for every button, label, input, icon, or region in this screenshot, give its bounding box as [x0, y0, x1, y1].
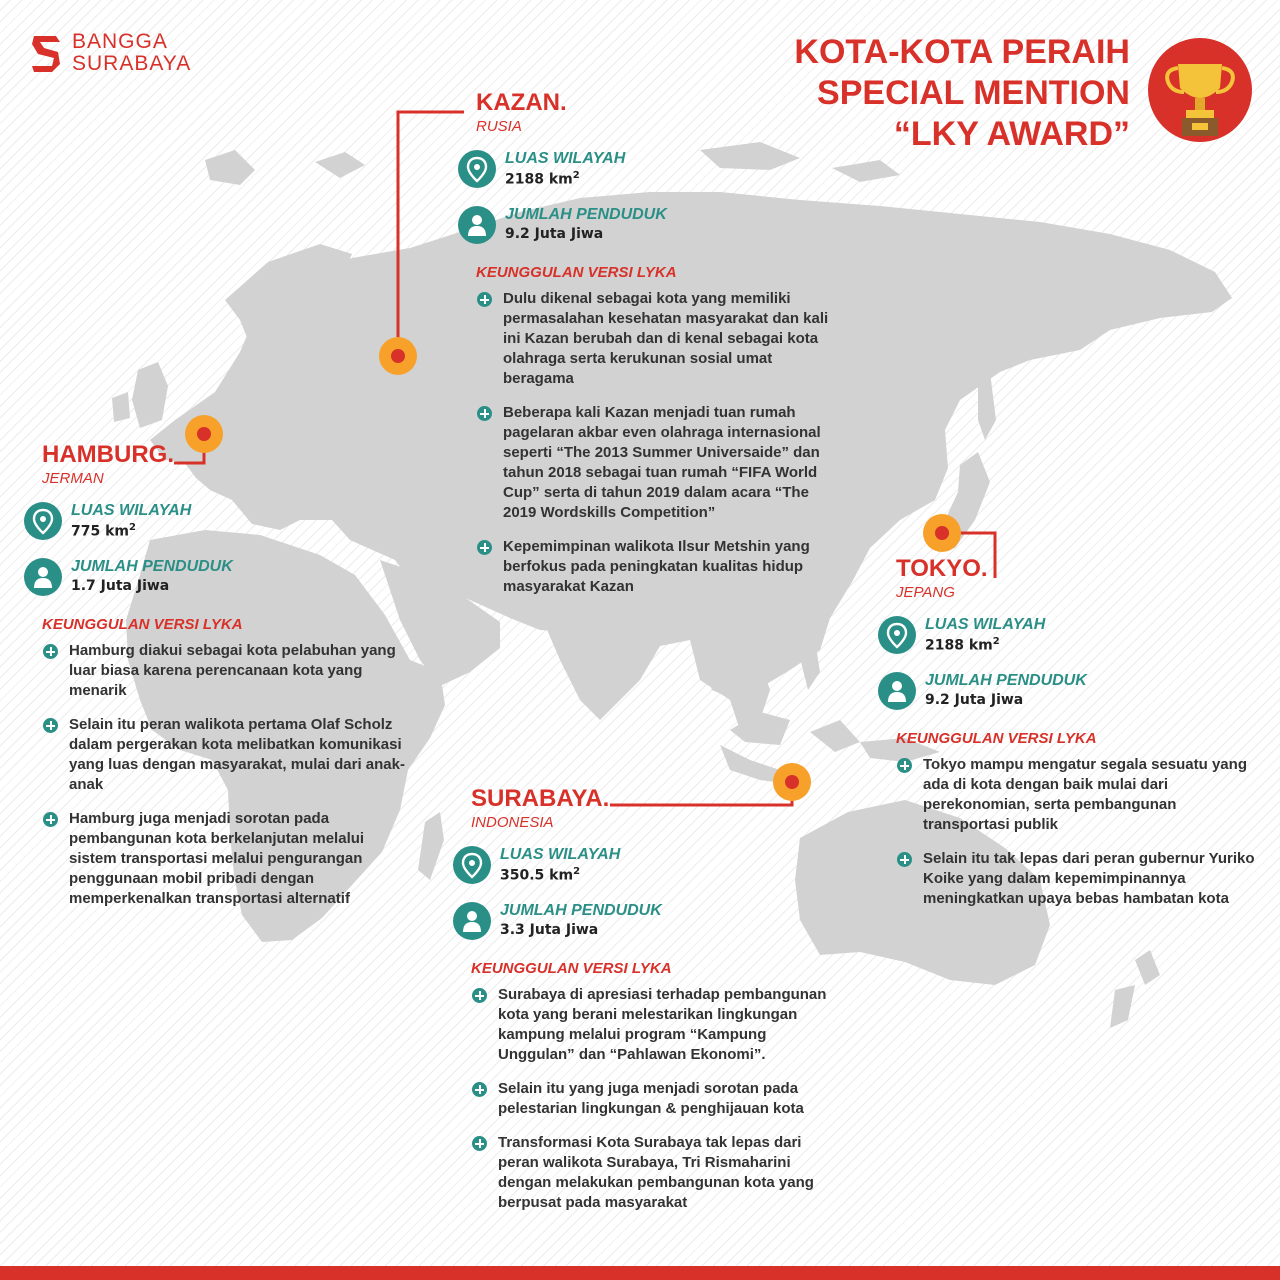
- plus-icon: [472, 1136, 487, 1151]
- stat-label: JUMLAH PENDUDUK: [500, 902, 662, 919]
- advantages-title: KEUNGGULAN VERSI LYKA: [42, 616, 243, 633]
- city-surabaya: [471, 786, 841, 1227]
- stat-population: [458, 206, 836, 262]
- stat-population: [453, 902, 841, 958]
- advantage-item: Tokyo mampu mengatur segala sesuatu yang ada di kota dengan baik mulai dari perekonomian, serta pembangunan transportasi publik: [896, 755, 1256, 835]
- advantages-list: [476, 289, 836, 597]
- plus-icon: [472, 988, 487, 1003]
- stat-label: JUMLAH PENDUDUK: [505, 206, 667, 223]
- person-icon: [878, 672, 916, 710]
- city-name: TOKYO.: [896, 555, 988, 582]
- stat-area: [24, 502, 412, 558]
- advantage-item: Beberapa kali Kazan menjadi tuan rumah pagelaran akbar even olahraga internasional seperti “The 2013 Summer Universaide” dan tahun 2018 sebagai tuan rumah “FIFA World Cup” serta di tahun 2019 dalam acara “The 2019 Wordskills Competition”: [476, 403, 836, 523]
- stat-population: [878, 672, 1256, 728]
- stat-label: LUAS WILAYAH: [71, 502, 192, 519]
- person-icon: [453, 902, 491, 940]
- advantage-item: Hamburg juga menjadi sorotan pada pembangunan kota berkelanjutan melalui sistem transportasi melalui pengurangan penggunaan mobil pribadi dengan memperkenalkan transportasi alternatif: [42, 809, 412, 909]
- title-line1: KOTA-KOTA PERAIH: [794, 33, 1130, 71]
- city-kazan: [476, 90, 836, 611]
- advantage-item: Hamburg diakui sebagai kota pelabuhan yang luar biasa karena perencanaan kota yang menarik: [42, 641, 412, 701]
- advantage-item: Dulu dikenal sebagai kota yang memiliki permasalahan kesehatan masyarakat dan kali ini Kazan berubah dan di kenal sebagai kota olahraga serta kerukunan sosial umat beragama: [476, 289, 836, 389]
- madagascar-landmass: [418, 812, 444, 880]
- advantages-list: [471, 985, 841, 1213]
- stat-label: LUAS WILAYAH: [500, 846, 621, 863]
- plus-icon: [43, 718, 58, 733]
- city-country: JEPANG: [896, 584, 955, 601]
- india-landmass: [540, 600, 640, 720]
- stat-label: JUMLAH PENDUDUK: [925, 672, 1087, 689]
- bangga-surabaya-logo: [30, 30, 230, 80]
- bottom-bar: [0, 1266, 1280, 1280]
- new-zealand-landmass: [1110, 950, 1160, 1028]
- stat-label: LUAS WILAYAH: [925, 616, 1046, 633]
- stat-value: 9.2 Juta Jiwa: [505, 226, 604, 242]
- location-pin-icon: [458, 150, 496, 188]
- britain-landmass: [132, 362, 168, 428]
- stat-population: [24, 558, 412, 614]
- person-icon: [458, 206, 496, 244]
- advantage-item: Selain itu yang juga menjadi sorotan pada pelestarian lingkungan & penghijauan kota: [471, 1079, 841, 1119]
- trophy-icon: [1148, 30, 1252, 150]
- stat-area: [878, 616, 1256, 672]
- stat-label: JUMLAH PENDUDUK: [71, 558, 233, 575]
- plus-icon: [472, 1082, 487, 1097]
- city-country: INDONESIA: [471, 814, 554, 831]
- city-name: SURABAYA.: [471, 785, 610, 812]
- city-country: RUSIA: [476, 118, 522, 135]
- location-pin-icon: [24, 502, 62, 540]
- brand-line1: BANGGA: [72, 30, 168, 53]
- advantage-item: Surabaya di apresiasi terhadap pembangunan kota yang berani melestarikan lingkungan kampung melalui program “Kampung Unggulan” dan “Pahlawan Ekonomi”.: [471, 985, 841, 1065]
- advantages-list: [896, 755, 1256, 909]
- plus-icon: [477, 406, 492, 421]
- stat-value: 2188 $km^2$: [925, 636, 1000, 654]
- advantages-list: [42, 641, 412, 909]
- advantages-title: KEUNGGULAN VERSI LYKA: [476, 264, 677, 281]
- city-name: HAMBURG.: [42, 441, 174, 468]
- city-tokyo: [896, 556, 1256, 923]
- advantages-title: KEUNGGULAN VERSI LYKA: [471, 960, 672, 977]
- stat-area: [453, 846, 841, 902]
- ireland-landmass: [112, 392, 130, 422]
- plus-icon: [477, 540, 492, 555]
- plus-icon: [897, 758, 912, 773]
- location-pin-icon: [453, 846, 491, 884]
- sakhalin-landmass: [978, 372, 996, 440]
- plus-icon: [897, 852, 912, 867]
- stat-value: 350.5 $km^2$: [500, 866, 581, 884]
- city-country: JERMAN: [42, 470, 104, 487]
- plus-icon: [43, 644, 58, 659]
- title-line2: SPECIAL MENTION: [817, 74, 1130, 112]
- brand-line2: SURABAYA: [72, 52, 192, 75]
- plus-icon: [43, 812, 58, 827]
- advantage-item: Kepemimpinan walikota Ilsur Metshin yang berfokus pada peningkatan kualitas hidup masyarakat Kazan: [476, 537, 836, 597]
- advantage-item: Transformasi Kota Surabaya tak lepas dari peran walikota Surabaya, Tri Rismaharini dengan melakukan pembangunan kota yang berpusat pada masyarakat: [471, 1133, 841, 1213]
- stat-area: [458, 150, 836, 206]
- plus-icon: [477, 292, 492, 307]
- advantages-title: KEUNGGULAN VERSI LYKA: [896, 730, 1097, 747]
- advantage-item: Selain itu peran walikota pertama Olaf Scholz dalam pergerakan kota melibatkan komunikasi yang luas dengan masyarakat, mulai dari anak-anak: [42, 715, 412, 795]
- stat-value: 9.2 Juta Jiwa: [925, 692, 1024, 708]
- stat-value: 2188 $km^2$: [505, 170, 580, 188]
- logo-mark-icon: [30, 30, 64, 76]
- stat-label: LUAS WILAYAH: [505, 150, 626, 167]
- person-icon: [24, 558, 62, 596]
- location-pin-icon: [878, 616, 916, 654]
- city-hamburg: [42, 442, 412, 923]
- stat-value: 775 $km^2$: [71, 522, 136, 540]
- page-title: [794, 32, 1130, 155]
- city-name: KAZAN.: [476, 89, 567, 116]
- title-line3: “LKY AWARD”: [893, 115, 1130, 153]
- advantage-item: Selain itu tak lepas dari peran gubernur Yuriko Koike yang dalam kepemimpinannya meningkatkan upaya bebas hambatan kota: [896, 849, 1256, 909]
- stat-value: 1.7 Juta Jiwa: [71, 578, 170, 594]
- stat-value: 3.3 Juta Jiwa: [500, 922, 599, 938]
